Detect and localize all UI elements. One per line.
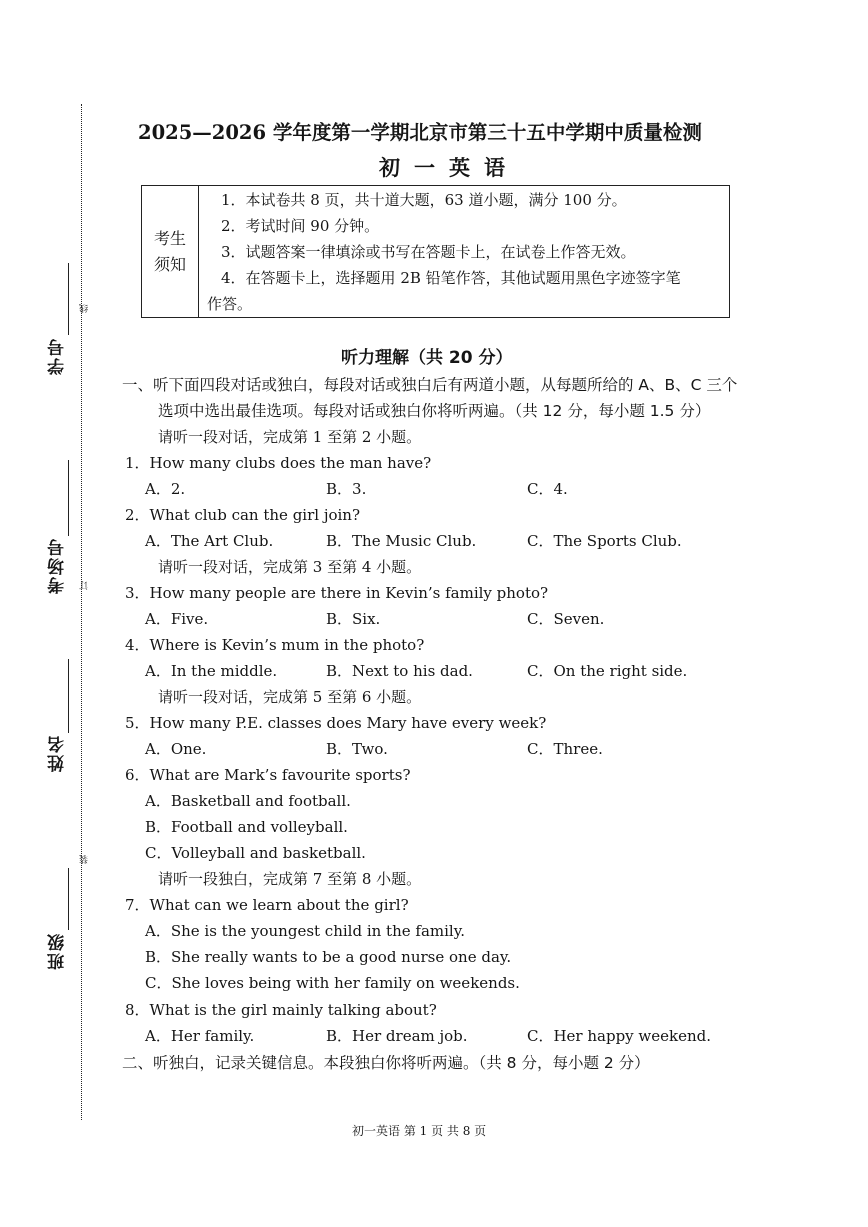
notice-item: 4．在答题卡上，选择题用 2B 铅笔作答，其他试题用黑色字迹签字笔 [221, 268, 681, 287]
q1-option-c: C．4. [527, 480, 568, 498]
notice-item: 2．考试时间 90 分钟。 [221, 216, 380, 235]
q7-option-b: B．She really wants to be a good nurse one day. [145, 948, 512, 966]
binding-mark-bind: 装 [80, 855, 90, 864]
notice-item: 作答。 [207, 294, 253, 313]
notice-items [199, 186, 730, 318]
q6-option-b: B．Football and volleyball. [145, 818, 348, 836]
q8-option-c: C．Her happy weekend. [527, 1027, 712, 1045]
q1-option-b: B．3. [326, 480, 367, 498]
q6-option-a: A．Basketball and football. [145, 792, 351, 810]
q6-option-c: C．Volleyball and basketball. [145, 844, 366, 862]
listening-instruction: 请听一段独白，完成第 7 至第 8 小题。 [158, 870, 422, 888]
q7-option-a: A．She is the youngest child in the family. [145, 922, 465, 940]
exam-room-label: 考场号 [48, 537, 68, 594]
exam-subtitle: 初一英语 [379, 155, 519, 180]
notice-item: 1．本试卷共 8 页，共十道大题，63 道小题，满分 100 分。 [221, 190, 627, 209]
listening-instruction: 请听一段对话，完成第 3 至第 4 小题。 [158, 558, 422, 576]
name-label: 姓名 [48, 734, 68, 772]
notice-label: 考生 须知 [142, 186, 199, 318]
listening-instruction: 请听一段对话，完成第 5 至第 6 小题。 [158, 688, 422, 706]
part1-instructions-cont: 选项中选出最佳选项。每段对话或独白你将听两遍。（共 12 分，每小题 1.5 分） [158, 402, 711, 420]
q5-option-c: C．Three. [527, 740, 603, 758]
page-footer: 初一英语 第 1 页 共 8 页 [352, 1124, 487, 1138]
notice-box [141, 185, 730, 318]
q5-option-a: A．One. [145, 740, 207, 758]
question-7: 7．What can we learn about the girl? [125, 896, 409, 914]
class-blank [68, 868, 69, 930]
q4-option-a: A．In the middle. [145, 662, 278, 680]
q4-option-b: B．Next to his dad. [326, 662, 473, 680]
binding-dotted-line [81, 104, 82, 1120]
question-1: 1．How many clubs does the man have? [125, 454, 432, 472]
q7-option-c: C．She loves being with her family on weekends. [145, 974, 520, 992]
exam-title: 2025—2026 学年度第一学期北京市第三十五中学期中质量检测 [138, 121, 702, 144]
part2-instructions: 二、听独白，记录关键信息。本段独白你将听两遍。（共 8 分，每小题 2 分） [122, 1054, 650, 1072]
q4-option-c: C．On the right side. [527, 662, 688, 680]
q8-option-b: B．Her dream job. [326, 1027, 468, 1045]
q2-option-c: C．The Sports Club. [527, 532, 682, 550]
section-heading: 听力理解（共 20 分） [341, 348, 513, 368]
student-id-label: 学号 [48, 337, 68, 375]
question-8: 8．What is the girl mainly talking about? [125, 1001, 437, 1019]
name-blank [68, 659, 69, 733]
q8-option-a: A．Her family. [145, 1027, 255, 1045]
q2-option-a: A．The Art Club. [145, 532, 274, 550]
question-6: 6．What are Mark’s favourite sports? [125, 766, 411, 784]
class-label: 班级 [48, 932, 68, 970]
binding-mark-staple: 订 [80, 581, 90, 590]
question-5: 5．How many P.E. classes does Mary have every week? [125, 714, 547, 732]
q3-option-a: A．Five. [145, 610, 209, 628]
question-2: 2．What club can the girl join? [125, 506, 361, 524]
part1-instructions: 一、听下面四段对话或独白，每段对话或独白后有两道小题，从每题所给的 A、B、C 三个 [122, 376, 738, 394]
exam-room-blank [68, 460, 69, 536]
q5-option-b: B．Two. [326, 740, 388, 758]
q3-option-b: B．Six. [326, 610, 381, 628]
binding-mark-line: 线 [80, 304, 90, 313]
listening-instruction: 请听一段对话，完成第 1 至第 2 小题。 [158, 428, 422, 446]
student-id-blank [68, 263, 69, 335]
q2-option-b: B．The Music Club. [326, 532, 477, 550]
q1-option-a: A．2. [145, 480, 186, 498]
question-4: 4．Where is Kevin’s mum in the photo? [125, 636, 425, 654]
notice-item: 3．试题答案一律填涂或书写在答题卡上，在试卷上作答无效。 [221, 242, 636, 261]
q3-option-c: C．Seven. [527, 610, 605, 628]
question-3: 3．How many people are there in Kevin’s family photo? [125, 584, 549, 602]
